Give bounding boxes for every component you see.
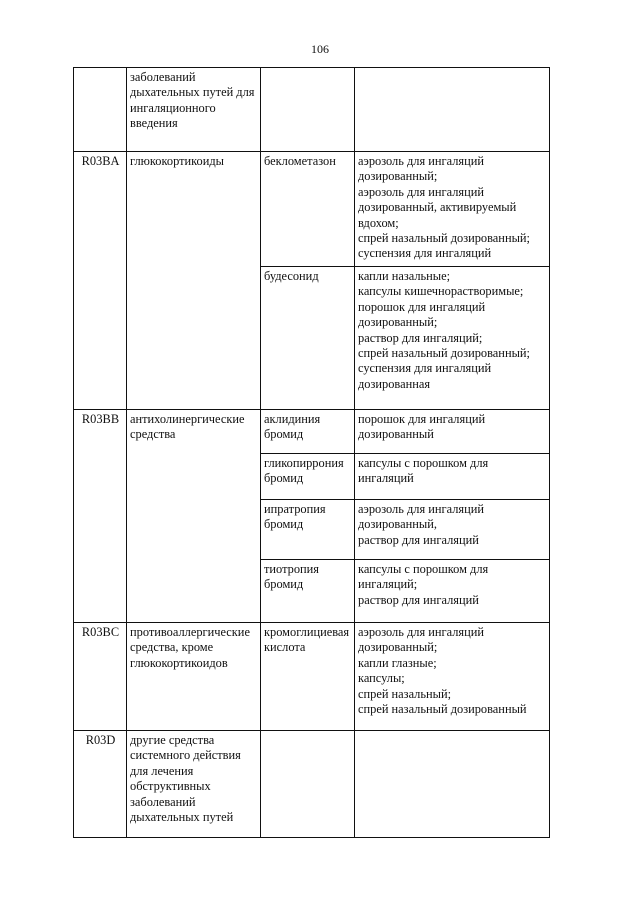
drug-name-cell <box>261 410 355 454</box>
drug-group-cell <box>127 623 261 731</box>
drug-name-cell <box>261 152 355 267</box>
drug-name-cell <box>261 731 355 838</box>
table-row <box>74 68 550 152</box>
drug-group-line: средства, кроме <box>130 640 214 655</box>
dosage-form-line: вдохом; <box>358 215 399 230</box>
drug-name-cell <box>261 623 355 731</box>
atc-code-cell <box>74 68 127 152</box>
drug-name-line: беклометазон <box>264 154 336 168</box>
drug-name-line: ипратропия <box>264 502 326 516</box>
dosage-form-line: порошок для ингаляций <box>358 412 486 426</box>
dosage-form-line: спрей назальный; <box>358 686 452 701</box>
dosage-form-cell <box>355 500 550 560</box>
table-row <box>74 410 550 454</box>
dosage-form-line: дозированный; <box>358 315 438 330</box>
drug-name-line: бромид <box>264 577 304 592</box>
drug-name-line: бромид <box>264 517 304 532</box>
dosage-form-line: дозированная <box>358 376 431 391</box>
table-row <box>74 731 550 838</box>
atc-code-cell: R03BB <box>74 410 127 623</box>
dosage-form-line: суспензия для ингаляций <box>358 361 492 376</box>
drug-group-line: противоаллергические <box>130 625 250 639</box>
atc-code-cell: R03BC <box>74 623 127 731</box>
drug-name-cell <box>261 500 355 560</box>
drug-name-line: бромид <box>264 427 304 442</box>
drug-group-line: ингаляционного <box>130 100 216 115</box>
dosage-form-line: дозированный; <box>358 640 438 655</box>
dosage-form-line: раствор для ингаляций <box>358 592 479 607</box>
drug-classification-table <box>73 67 550 838</box>
dosage-form-line: ингаляций; <box>358 577 418 592</box>
dosage-form-cell <box>355 68 550 152</box>
dosage-form-cell <box>355 267 550 410</box>
table-row <box>74 623 550 731</box>
drug-name-cell <box>261 454 355 500</box>
drug-group-line: другие средства <box>130 733 215 747</box>
drug-group-line: средства <box>130 427 176 442</box>
dosage-form-cell <box>355 410 550 454</box>
dosage-form-line: порошок для ингаляций <box>358 299 486 314</box>
dosage-form-line: спрей назальный дозированный; <box>358 231 530 246</box>
drug-group-line: заболеваний <box>130 70 196 84</box>
drug-group-cell <box>127 68 261 152</box>
dosage-form-line: капсулы с порошком для <box>358 562 489 576</box>
dosage-form-line: аэрозоль для ингаляций <box>358 184 485 199</box>
dosage-form-cell <box>355 731 550 838</box>
drug-name-cell <box>261 560 355 623</box>
dosage-form-line: суспензия для ингаляций <box>358 246 492 261</box>
dosage-form-line: капсулы с порошком для <box>358 456 489 470</box>
drug-group-cell <box>127 410 261 623</box>
atc-code-cell: R03D <box>74 731 127 838</box>
dosage-form-line: аэрозоль для ингаляций <box>358 502 485 516</box>
dosage-form-line: спрей назальный дозированный <box>358 702 527 717</box>
dosage-form-line: аэрозоль для ингаляций <box>358 154 485 168</box>
drug-group-line: заболеваний <box>130 794 196 809</box>
dosage-form-line: раствор для ингаляций; <box>358 330 483 345</box>
drug-name-cell <box>261 267 355 410</box>
dosage-form-line: капсулы кишечнорастворимые; <box>358 284 524 299</box>
dosage-form-line: дозированный <box>358 427 434 442</box>
dosage-form-cell <box>355 454 550 500</box>
dosage-form-line: ингаляций <box>358 471 414 486</box>
dosage-form-cell <box>355 152 550 267</box>
drug-group-cell <box>127 152 261 410</box>
dosage-form-line: капсулы; <box>358 671 405 686</box>
dosage-form-line: дозированный, активируемый <box>358 200 517 215</box>
dosage-form-line: раствор для ингаляций <box>358 532 479 547</box>
dosage-form-line: капли назальные; <box>358 269 451 283</box>
drug-name-line: будесонид <box>264 269 319 283</box>
drug-group-line: системного действия <box>130 748 241 763</box>
drug-name-line: аклидиния <box>264 412 321 426</box>
drug-group-line: антихолинергические <box>130 412 245 426</box>
drug-group-line: глюкокортикоиды <box>130 154 224 168</box>
drug-name-line: кислота <box>264 640 306 655</box>
dosage-form-cell <box>355 623 550 731</box>
dosage-form-line: спрей назальный дозированный; <box>358 346 530 361</box>
drug-group-line: для лечения <box>130 763 194 778</box>
dosage-form-line: дозированный; <box>358 169 438 184</box>
dosage-form-cell <box>355 560 550 623</box>
drug-name-line: гликопиррония <box>264 456 344 470</box>
drug-group-cell <box>127 731 261 838</box>
page-number: 106 <box>311 42 329 56</box>
drug-group-line: обструктивных <box>130 779 211 794</box>
atc-code-cell: R03BA <box>74 152 127 410</box>
drug-name-line: кромоглициевая <box>264 625 350 639</box>
dosage-form-line: аэрозоль для ингаляций <box>358 625 485 639</box>
drug-group-line: дыхательных путей для <box>130 85 255 100</box>
drug-name-line: тиотропия <box>264 562 319 576</box>
drug-group-line: введения <box>130 116 178 131</box>
dosage-form-line: дозированный, <box>358 517 437 532</box>
table-row <box>74 152 550 267</box>
drug-group-line: глюкокортикоидов <box>130 655 228 670</box>
drug-name-cell <box>261 68 355 152</box>
drug-name-line: бромид <box>264 471 304 486</box>
dosage-form-line: капли глазные; <box>358 655 437 670</box>
drug-group-line: дыхательных путей <box>130 810 234 825</box>
